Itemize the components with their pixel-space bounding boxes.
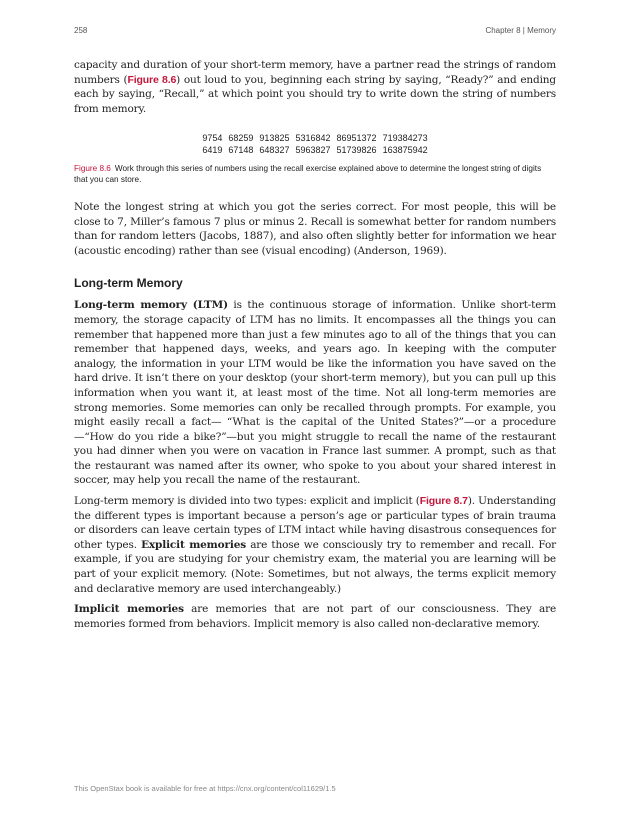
ltm-paragraph: Long-term memory (LTM) is the continuous storage of information. Unlike short-term memory, the storage capacity of LTM has no limits. It encompasses all the things you can remember that happened more than just a few minutes ago to all of the things that you can remember that happened days, weeks, and years ago. In keeping with the computer analogy, the information in your LTM would be like the information you have saved on the hard drive. It isn’t there on your desktop (your short-term memory), but you can pull up this information when you want it, at least most of the time. Not all long-term memories are strong memories. Some memories can only be recalled through prompts. For example, you might easily recall a fact— “What is the capital of the United States?”—or a procedure—“How do you ride a bike?”—but you might struggle to recall the name of the restaurant you had dinner when you were on vacation in France last summer. A prompt, such as that the restaurant was named after its owner, who spoke to you about your shared interest in soccer, may help you recall the name of the restaurant. bbox=[74, 299, 556, 487]
note-paragraph: Note the longest string at which you got the series correct. For most people, this will be close to 7, Miller’s famous 7 plus or minus 2. Recall is somewhat better for random numbers than for random letters (Jacobs, 1887), and also often slightly better for information we hear (acoustic encoding) rather than see (visual encoding) (Anderson, 1969). bbox=[74, 200, 556, 257]
figure-label: Figure 8.6 bbox=[74, 164, 111, 174]
figure-8-6-link[interactable]: Figure 8.6 bbox=[127, 73, 177, 86]
intro-paragraph: capacity and duration of your short-term memory, have a partner read the strings of random numbers (Figure 8.6) out loud to you, beginning each string by saying, “Ready?” and ending each by saying, “Recall,” at which point you should try to write down the string of numbers from memory. bbox=[74, 59, 556, 115]
page-content bbox=[74, 58, 556, 637]
implicit-memories-term: Implicit memories bbox=[74, 603, 184, 616]
ltm-types-paragraph: Long-term memory is divided into two types: explicit and implicit (Figure 8.7). Understanding the different types is important because a person’s age or particular types of brain trauma or disorders can leave certain types of LTM intact while having disastrous consequences for other types. Explicit memories are those we consciously try to remember and recall. For example, if you are studying for your chemistry exam, the material you are learning will be part of your explicit memory. (Note: Sometimes, but not always, the terms explicit memory and declarative memory are used interchangeably.) bbox=[74, 495, 556, 595]
implicit-memories-paragraph: Implicit memories are memories that are not part of our consciousness. They are memories formed from behaviors. Implicit memory is also called non-declarative memory. bbox=[74, 603, 557, 630]
page-footer: This OpenStax book is available for free at https://cnx.org/content/col11629/1.5 bbox=[74, 784, 336, 793]
page-number: 258 bbox=[74, 26, 88, 35]
figure-8-7-link[interactable]: Figure 8.7 bbox=[419, 495, 468, 508]
number-strings-figure bbox=[74, 132, 556, 156]
figure-caption: Figure 8.6 Work through this series of numbers using the recall exercise explained above to determine the longest string of digits that you can store. bbox=[74, 164, 542, 185]
ltm-term: Long-term memory (LTM) bbox=[74, 299, 228, 312]
number-row: 9754 68259 913825 5316842 86951372 719384273 bbox=[202, 133, 428, 144]
section-heading: Long-term Memory bbox=[74, 276, 183, 291]
page-header bbox=[74, 26, 556, 35]
number-row: 6419 67148 648327 5963827 51739826 163875942 bbox=[202, 145, 428, 156]
chapter-title: Chapter 8 | Memory bbox=[485, 26, 556, 35]
explicit-memories-term: Explicit memories bbox=[141, 538, 247, 551]
